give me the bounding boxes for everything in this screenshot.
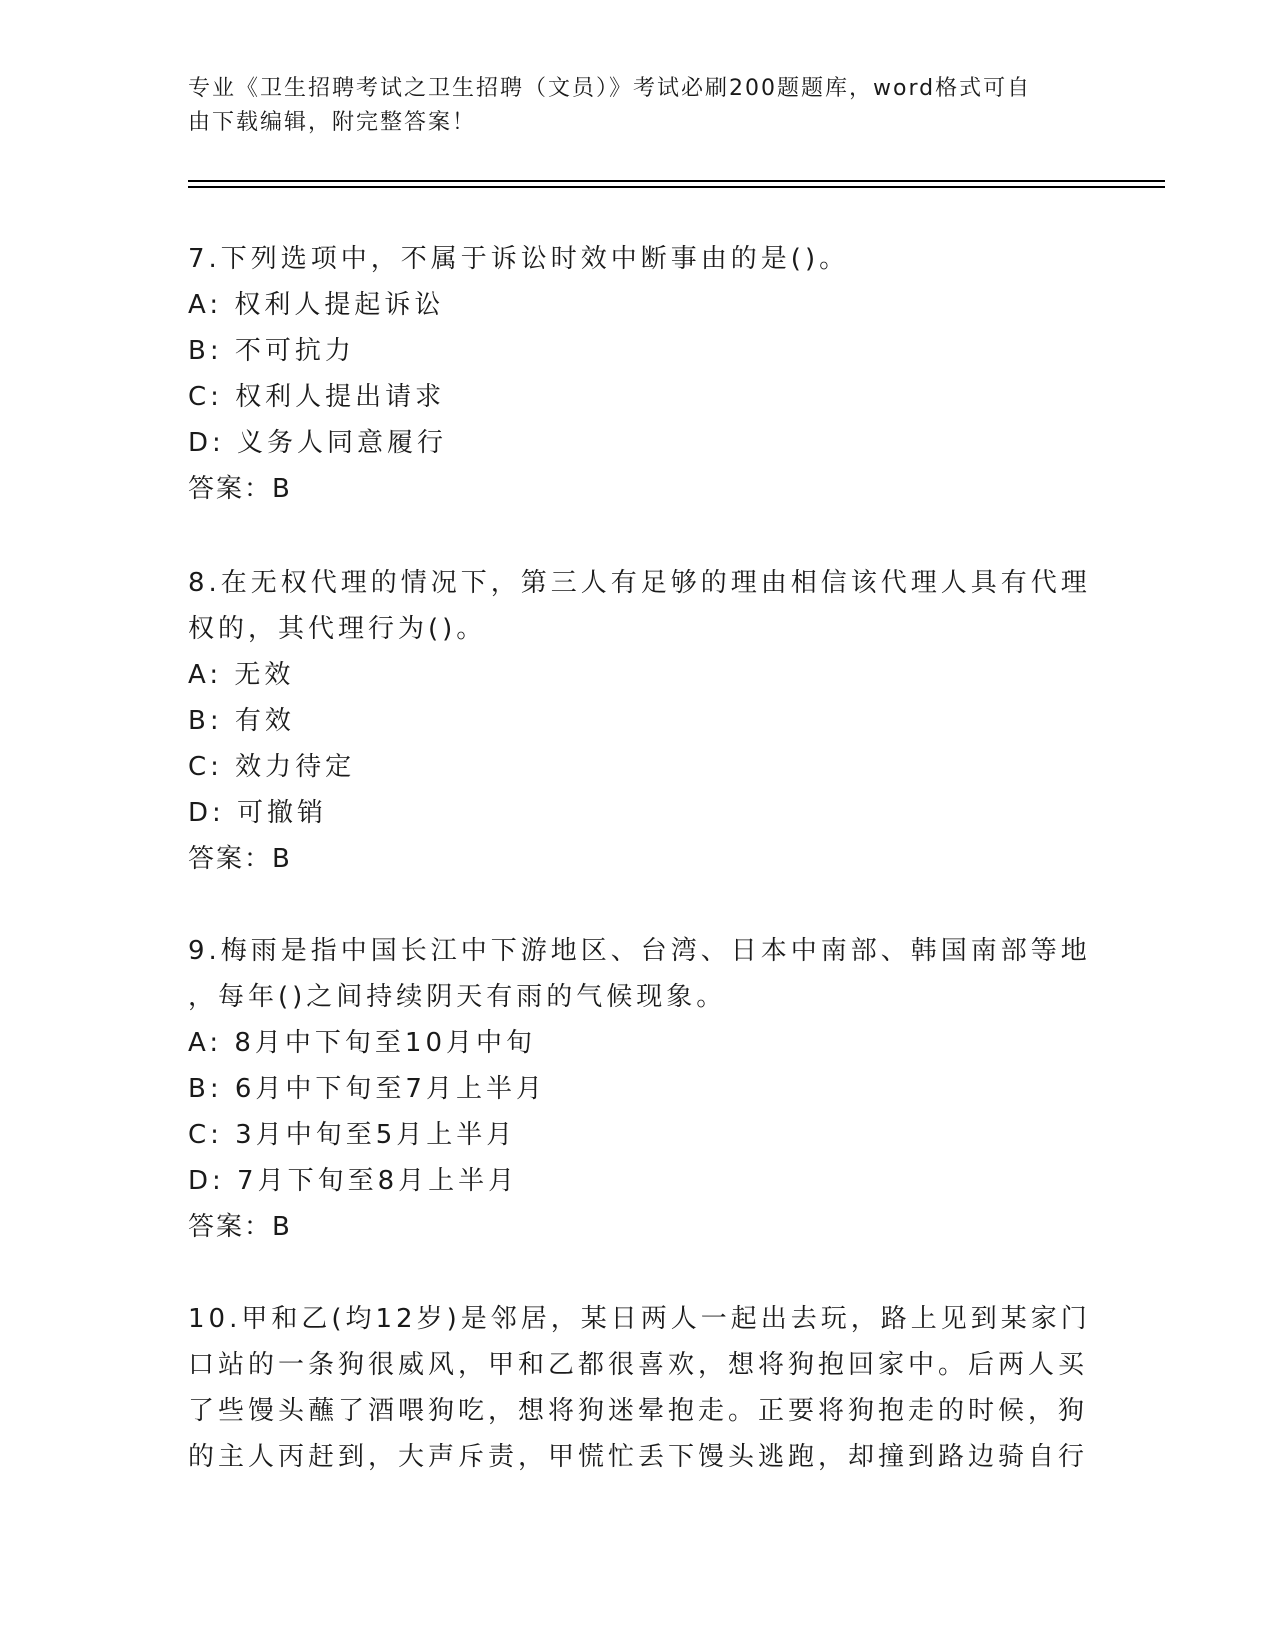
header-line-1: 专业《卫生招聘考试之卫生招聘（文员）》考试必刷200题题库，word格式可自 bbox=[188, 76, 1032, 101]
option-b: B: 6月中下旬至7月上半月 bbox=[188, 1074, 546, 1104]
document-header bbox=[188, 72, 1068, 140]
question-7 bbox=[188, 236, 1088, 512]
question-text: 10.甲和乙(均12岁)是邻居，某日两人一起出去玩，路上见到某家门 bbox=[188, 1304, 1091, 1334]
answer-text: 答案：B bbox=[188, 474, 292, 504]
question-text: 7.下列选项中，不属于诉讼时效中断事由的是()。 bbox=[188, 244, 850, 274]
question-text: 口站的一条狗很威风，甲和乙都很喜欢，想将狗抱回家中。后两人买 bbox=[188, 1350, 1089, 1380]
option-a: A: 权利人提起诉讼 bbox=[188, 290, 445, 320]
question-text: 9.梅雨是指中国长江中下游地区、台湾、日本中南部、韩国南部等地 bbox=[188, 936, 1091, 966]
answer-text: 答案：B bbox=[188, 844, 292, 874]
option-d: D: 可撤销 bbox=[188, 798, 328, 828]
question-9 bbox=[188, 928, 1091, 1250]
question-text: ，每年()之间持续阴天有雨的气候现象。 bbox=[188, 982, 727, 1012]
option-b: B: 有效 bbox=[188, 706, 295, 736]
option-c: C: 3月中旬至5月上半月 bbox=[188, 1120, 517, 1150]
question-text: 8.在无权代理的情况下，第三人有足够的理由相信该代理人具有代理 bbox=[188, 568, 1091, 598]
answer-text: 答案：B bbox=[188, 1212, 292, 1242]
question-text: 了些馒头蘸了酒喂狗吃，想将狗迷晕抱走。正要将狗抱走的时候，狗 bbox=[188, 1396, 1089, 1426]
option-a: A: 8月中下旬至10月中旬 bbox=[188, 1028, 536, 1058]
question-8 bbox=[188, 560, 1091, 882]
option-c: C: 权利人提出请求 bbox=[188, 382, 446, 412]
header-divider-bottom bbox=[188, 186, 1165, 188]
header-divider-top bbox=[188, 180, 1165, 182]
header-line-2: 由下载编辑，附完整答案！ bbox=[188, 110, 477, 135]
option-b: B: 不可抗力 bbox=[188, 336, 355, 366]
option-d: D: 7月下旬至8月上半月 bbox=[188, 1166, 519, 1196]
question-text: 的主人丙赶到，大声斥责，甲慌忙丢下馒头逃跑，却撞到路边骑自行 bbox=[188, 1442, 1089, 1472]
option-c: C: 效力待定 bbox=[188, 752, 356, 782]
question-text: 权的，其代理行为()。 bbox=[188, 614, 487, 644]
question-10 bbox=[188, 1296, 1091, 1480]
option-d: D: 义务人同意履行 bbox=[188, 428, 448, 458]
option-a: A: 无效 bbox=[188, 660, 295, 690]
